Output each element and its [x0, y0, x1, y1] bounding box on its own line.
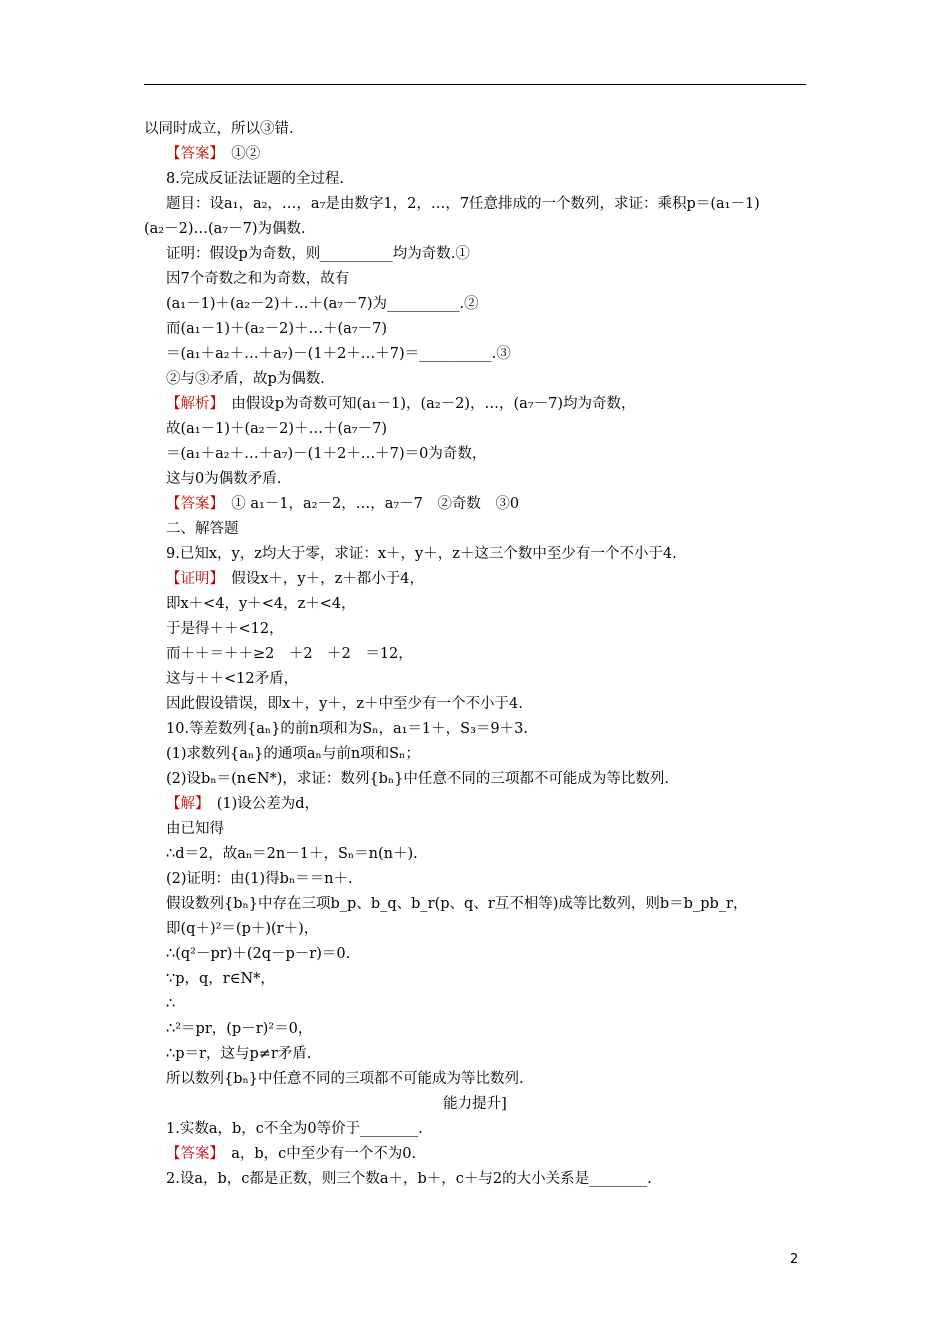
text-line — [166, 1019, 312, 1039]
text-line — [166, 744, 420, 764]
text-line — [166, 994, 175, 1014]
line-text: ① a₁－1，a₂－2，…，a₇－7 ②奇数 ③0 — [216, 496, 520, 512]
text-line — [166, 719, 528, 739]
line-text: 二、解答题 — [166, 521, 239, 537]
line-text: 假设x＋，y＋，z＋都小于4， — [216, 571, 424, 587]
line-text: 这与＋＋<12矛盾， — [166, 671, 299, 687]
text-line — [166, 294, 479, 314]
label-tag: 【答案】 — [166, 1146, 217, 1162]
text-line — [166, 319, 387, 339]
line-text: 1.实数a，b，c不全为0等价于________. — [166, 1121, 423, 1137]
text-line — [166, 569, 424, 589]
text-line — [166, 644, 413, 664]
line-text: 因此假设错误，即x＋，y＋，z＋中至少有一个不小于4. — [166, 696, 523, 712]
text-line — [166, 769, 669, 789]
line-text: 这与0为偶数矛盾. — [166, 471, 282, 487]
text-line — [166, 869, 353, 889]
text-line — [166, 1044, 311, 1064]
line-text: 而(a₁－1)＋(a₂－2)＋…＋(a₇－7) — [166, 321, 387, 337]
line-text: (1)设公差为d， — [202, 796, 320, 812]
text-line — [166, 1144, 416, 1164]
text-line — [166, 919, 318, 939]
line-text: (1)求数列{aₙ}的通项aₙ与前n项和Sₙ； — [166, 746, 420, 762]
text-line — [166, 894, 747, 914]
line-text: 由假设p为奇数可知(a₁－1)，(a₂－2)，…，(a₇－7)均为奇数， — [216, 396, 636, 412]
line-text: (2)证明：由(1)得bₙ＝＝n＋. — [166, 871, 353, 887]
text-line — [166, 494, 519, 514]
line-text: (a₁－1)＋(a₂－2)＋…＋(a₇－7)为__________.② — [166, 296, 479, 312]
line-text: ∴ — [166, 996, 176, 1012]
line-text: 能力提升] — [443, 1096, 507, 1112]
header-rule — [144, 84, 806, 85]
line-text: ①② — [216, 146, 261, 162]
label-tag: 【解】 — [166, 796, 203, 812]
text-line — [166, 269, 349, 289]
line-text: 题目：设a₁，a₂，…，a₇是由数字1，2，…，7任意排成的一个数列，求证：乘积p＝(a₁－1) — [166, 196, 760, 212]
text-line — [166, 819, 224, 839]
line-text: 9.已知x，y，z均大于零，求证：x＋，y＋，z＋这三个数中至少有一个不小于4. — [166, 546, 677, 562]
text-line — [166, 344, 511, 364]
text-line — [166, 1119, 423, 1139]
label-tag: 【解析】 — [166, 396, 217, 412]
text-line — [166, 369, 325, 389]
line-text: ＝(a₁＋a₂＋…＋a₇)－(1＋2＋…＋7)＝0为奇数， — [166, 446, 487, 462]
line-text: ∴p＝r，这与p≠r矛盾. — [166, 1046, 312, 1062]
line-text: 即x＋<4，y＋<4，z＋<4， — [166, 596, 356, 612]
line-text: 故(a₁－1)＋(a₂－2)＋…＋(a₇－7) — [166, 421, 387, 437]
line-text: 所以数列{bₙ}中任意不同的三项都不可能成为等比数列. — [166, 1071, 524, 1087]
line-text: a，b，c中至少有一个不为0. — [216, 1146, 417, 1162]
text-line — [166, 619, 284, 639]
text-line — [166, 669, 298, 689]
line-text: 即(q＋)²＝(p＋)(r＋)， — [166, 921, 319, 937]
line-text: ∴(q²－pr)＋(2q－p－r)＝0. — [166, 946, 351, 962]
text-line — [166, 544, 677, 564]
text-line — [166, 469, 281, 489]
line-text: 8.完成反证法证题的全过程. — [166, 171, 344, 187]
text-line — [166, 444, 486, 464]
line-text: ∴d＝2，故aₙ＝2n－1＋，Sₙ＝n(n＋). — [166, 846, 418, 862]
text-line — [166, 169, 344, 189]
line-text: 证明：假设p为奇数，则__________均为奇数.① — [166, 246, 470, 262]
line-text: ＝(a₁＋a₂＋…＋a₇)－(1＋2＋…＋7)＝__________.③ — [166, 346, 511, 362]
line-text: 于是得＋＋<12， — [166, 621, 284, 637]
line-text: ②与③矛盾，故p为偶数. — [166, 371, 325, 387]
text-line — [166, 944, 350, 964]
line-text: 以同时成立，所以③错. — [144, 121, 294, 137]
line-text: 10.等差数列{aₙ}的前n项和为Sₙ，a₁＝1＋，S₃＝9＋3. — [166, 721, 528, 737]
text-line — [144, 119, 294, 139]
line-text: 而＋＋＝＋＋≥2 ＋2 ＋2 ＝12， — [166, 646, 413, 662]
text-line — [166, 144, 260, 164]
text-line — [166, 394, 636, 414]
line-text: 假设数列{bₙ}中存在三项b_p、b_q、b_r(p、q、r互不相等)成等比数列，则b＝b_pb_r， — [166, 896, 748, 912]
line-text: 因7个奇数之和为奇数，故有 — [166, 271, 350, 287]
text-line — [166, 244, 470, 264]
line-text: ∵p，q，r∈N*， — [166, 971, 275, 987]
line-text: (a₂－2)…(a₇－7)为偶数. — [144, 221, 306, 237]
label-tag: 【答案】 — [166, 146, 217, 162]
text-line — [166, 594, 356, 614]
text-line — [166, 844, 418, 864]
line-text: (2)设bₙ＝(n∈N*)，求证：数列{bₙ}中任意不同的三项都不可能成为等比数列. — [166, 771, 670, 787]
line-text: 2.设a，b，c都是正数，则三个数a＋，b＋，c＋与2的大小关系是________. — [166, 1171, 652, 1187]
text-line — [166, 694, 523, 714]
label-tag: 【答案】 — [166, 496, 217, 512]
text-line — [144, 219, 306, 239]
text-line — [166, 794, 319, 814]
text-line — [166, 519, 239, 539]
text-line — [166, 1069, 524, 1089]
text-line — [166, 194, 760, 214]
text-line — [166, 969, 275, 989]
page-number: 2 — [790, 1252, 799, 1267]
text-line — [166, 1169, 652, 1189]
label-tag: 【证明】 — [166, 571, 217, 587]
text-line — [166, 419, 387, 439]
line-text: 由已知得 — [166, 821, 224, 837]
line-text: ∴²＝pr，(p－r)²＝0， — [166, 1021, 313, 1037]
text-line — [0, 1094, 950, 1114]
